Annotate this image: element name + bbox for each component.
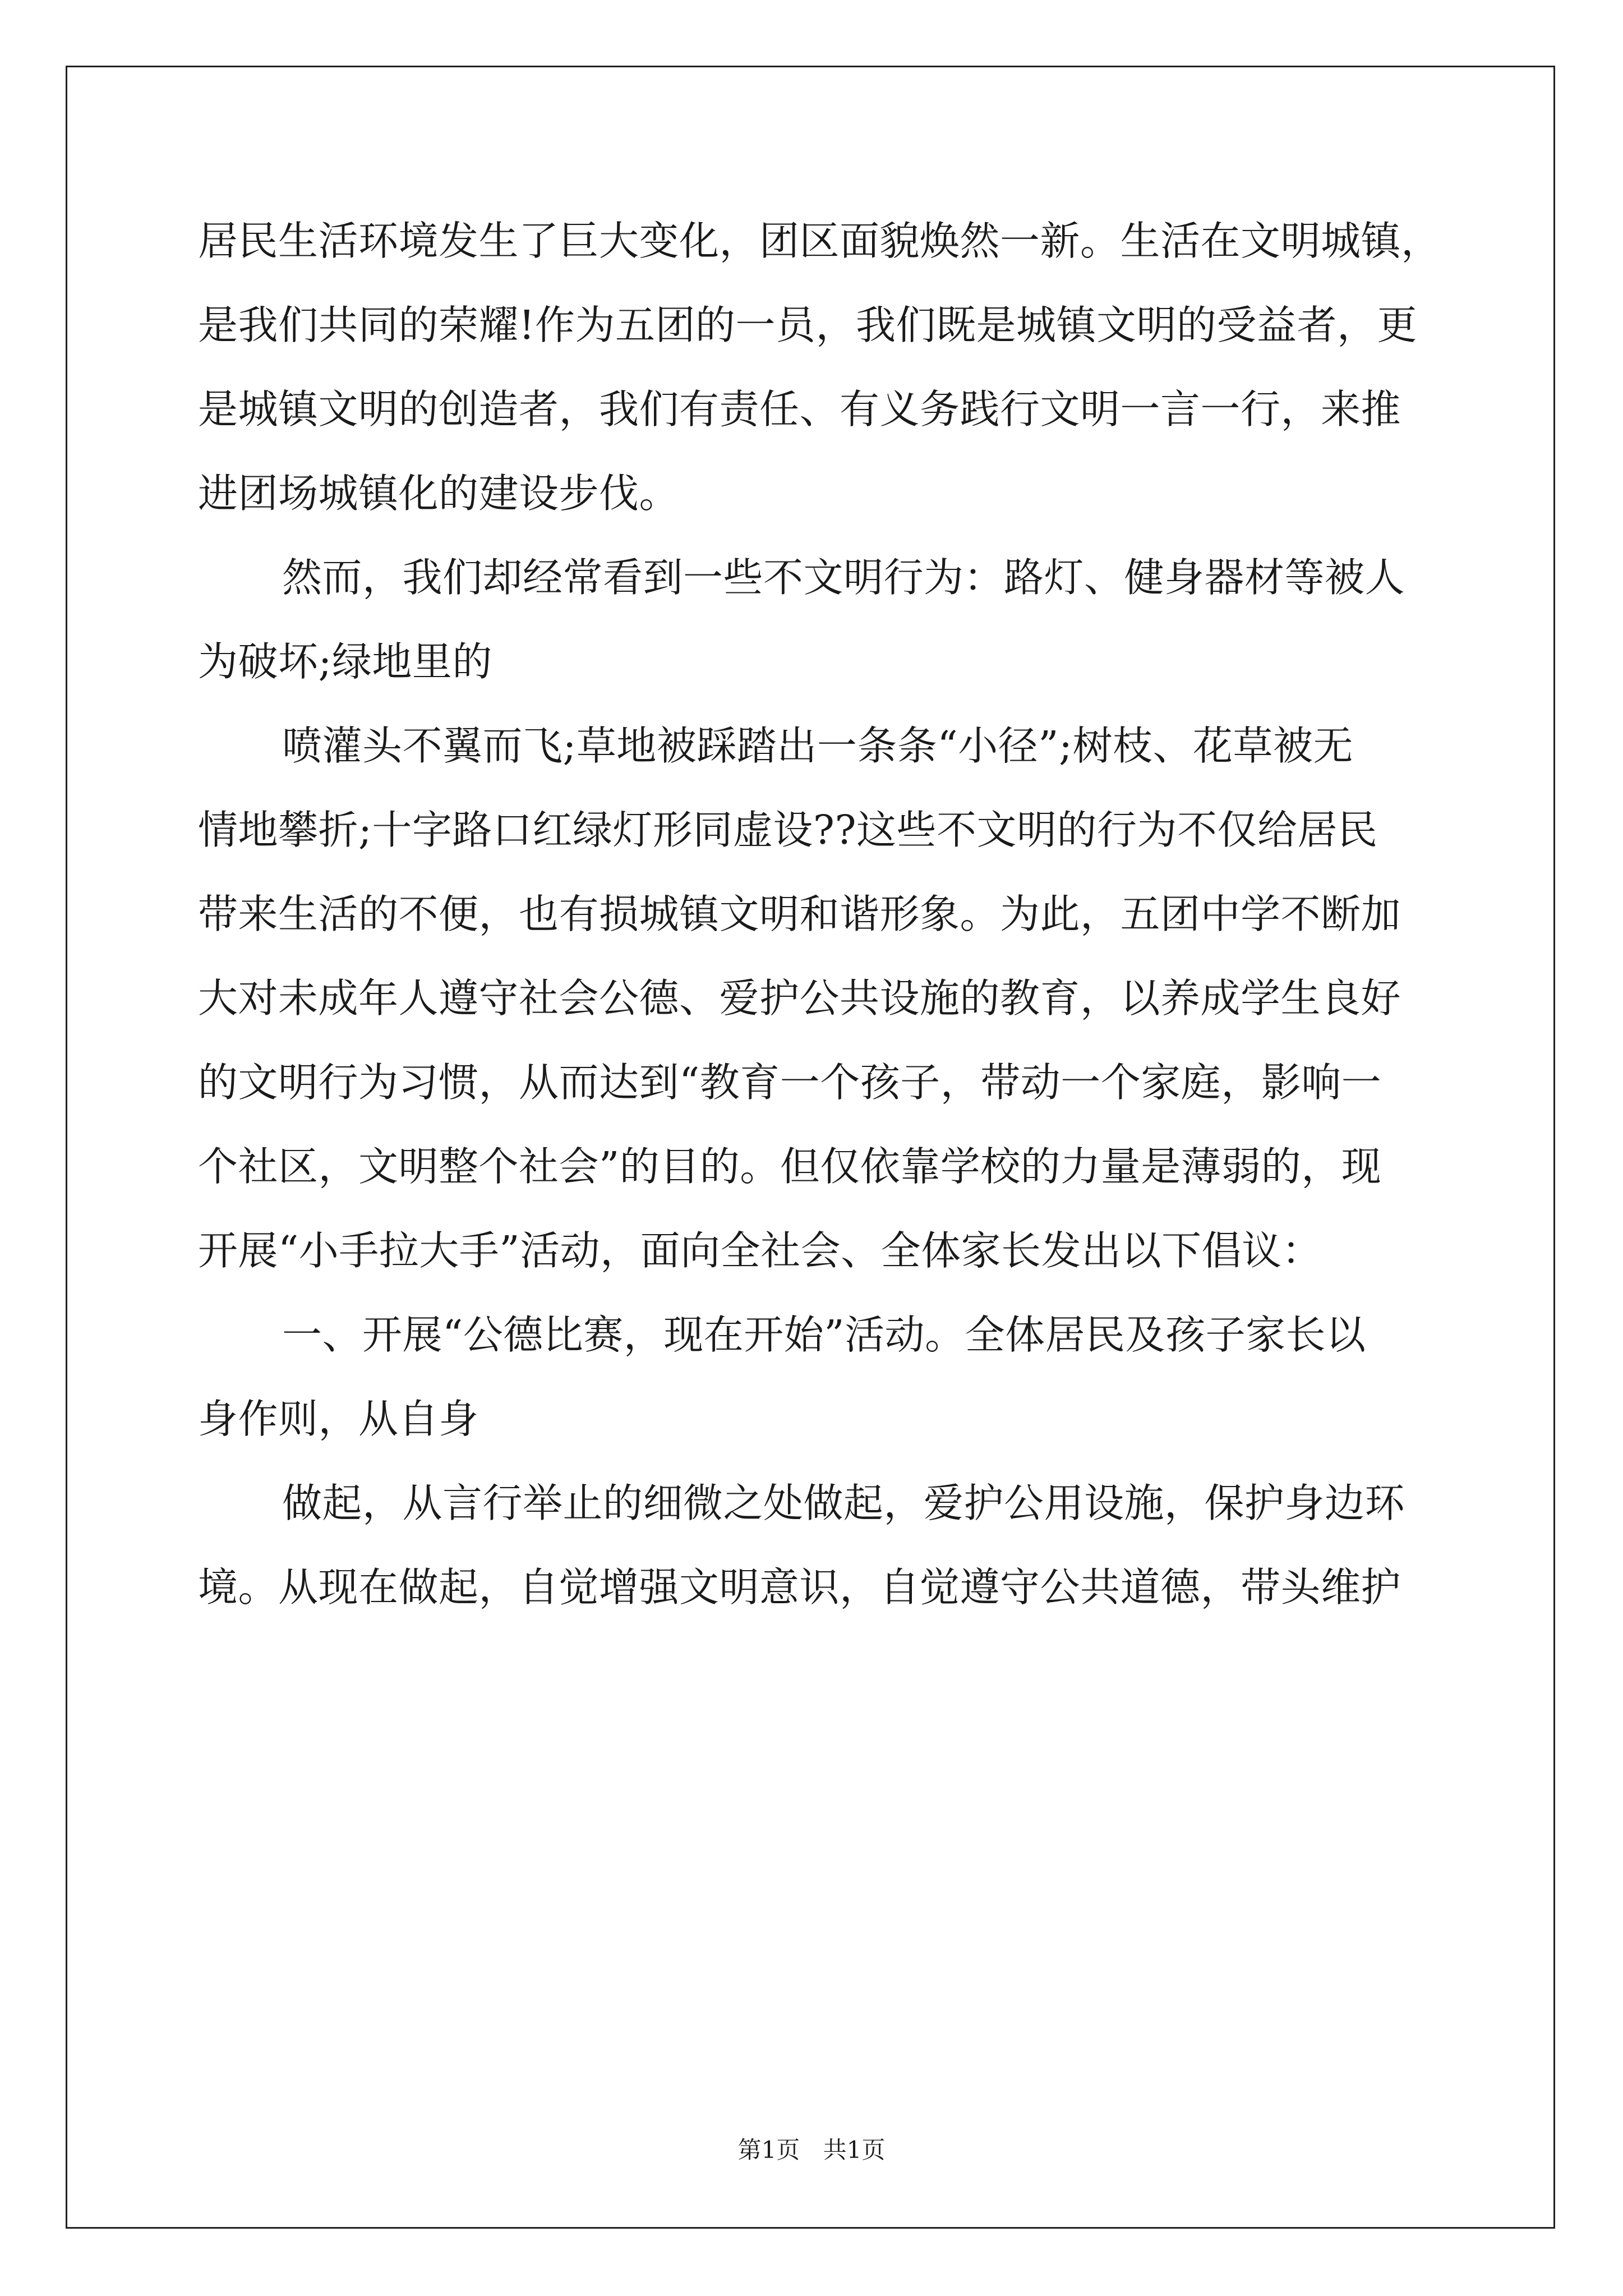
text-line: 境。从现在做起，自觉增强文明意识，自觉遵守公共道德，带头维护 <box>198 1564 1401 1611</box>
text-line: 居民生活环境发生了巨大变化，团区面貌焕然一新。生活在文明城镇， <box>198 218 1441 264</box>
text-line: 大对未成年人遵守社会公德、爱护公共设施的教育，以养成学生良好 <box>198 975 1401 1022</box>
paragraph-start-line: 一、开展“公德比赛，现在开始”活动。全体居民及孩子家长以 <box>282 1312 1366 1358</box>
text-line: 个社区，文明整个社会”的目的。但仅依靠学校的力量是薄弱的，现 <box>198 1143 1382 1190</box>
page-total: 共1页 <box>823 2136 886 2164</box>
text-line: 是我们共同的荣耀!作为五团的一员，我们既是城镇文明的受益者，更 <box>198 302 1418 348</box>
page-footer <box>0 2132 1623 2165</box>
text-line: 的文明行为习惯，从而达到“教育一个孩子，带动一个家庭，影响一 <box>198 1059 1382 1106</box>
text-line: 身作则，从自身 <box>198 1396 479 1442</box>
text-line: 进团场城镇化的建设步伐。 <box>198 470 680 517</box>
text-line: 是城镇文明的创造者，我们有责任、有义务践行文明一言一行，来推 <box>198 386 1401 432</box>
paragraph-start-line: 喷灌头不翼而飞;草地被踩踏出一条条“小径”;树枝、花草被无 <box>282 723 1353 769</box>
document-body <box>198 199 1449 1630</box>
paragraph-start-line: 然而，我们却经常看到一些不文明行为：路灯、健身器材等被人 <box>282 554 1405 601</box>
page-number: 第1页 <box>737 2136 800 2164</box>
text-line: 带来生活的不便，也有损城镇文明和谐形象。为此，五团中学不断加 <box>198 891 1401 937</box>
paragraph-start-line: 做起，从言行举止的细微之处做起，爱护公用设施，保护身边环 <box>282 1480 1405 1526</box>
text-line: 开展“小手拉大手”活动，面向全社会、全体家长发出以下倡议： <box>198 1227 1322 1274</box>
text-line: 情地攀折;十字路口红绿灯形同虚设??这些不文明的行为不仅给居民 <box>198 807 1378 853</box>
text-line: 为破坏;绿地里的 <box>198 638 492 685</box>
